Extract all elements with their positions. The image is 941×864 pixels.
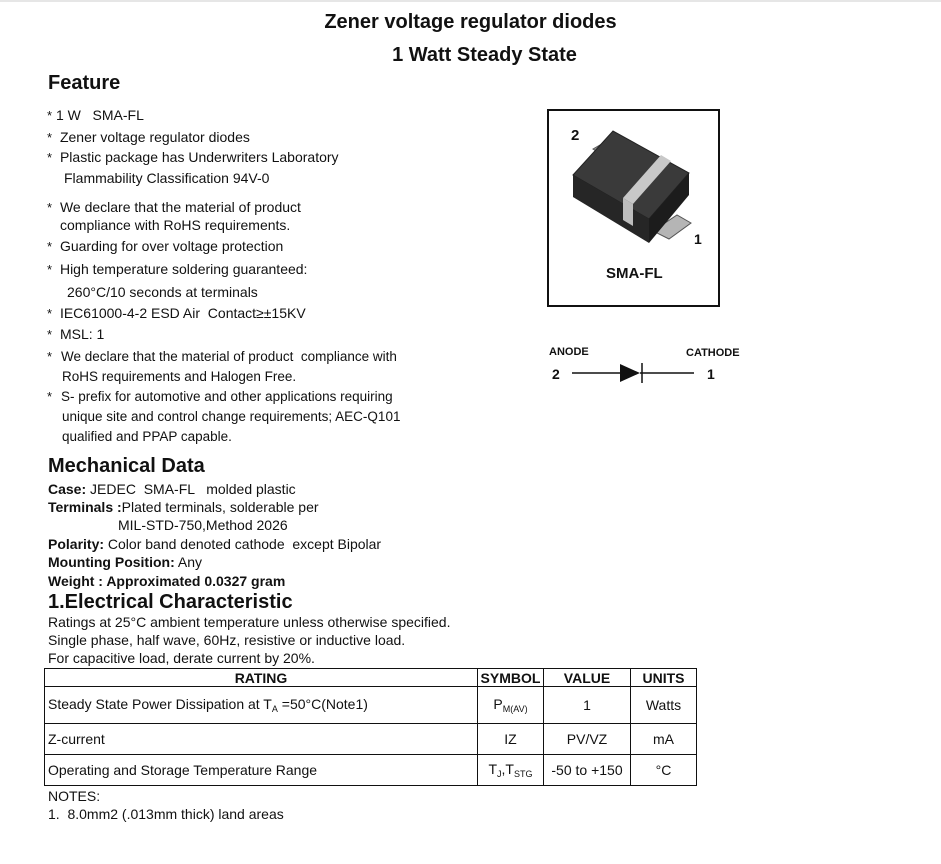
anode-label: ANODE	[549, 346, 589, 358]
top-border	[0, 0, 941, 2]
symbol-cell: $P_{M(AV)}$	[478, 687, 544, 724]
symbol-cell: $T_J,T_{STG}$	[478, 755, 544, 786]
note-item: 1. 8.0mm2 (.013mm thick) land areas	[48, 806, 284, 822]
bullet: *	[47, 306, 53, 321]
table-header-row	[45, 669, 697, 687]
header-units: UNITS	[631, 669, 697, 687]
feature-item: * Guarding for over voltage protection	[47, 238, 284, 254]
feature-item-continued: compliance with RoHS requirements.	[60, 217, 291, 233]
rating-cell: Z-current	[45, 724, 478, 755]
electrical-heading: 1.Electrical Characteristic	[48, 591, 293, 613]
feature-item: * 1 W SMA-FL	[47, 107, 144, 123]
bullet: *	[47, 130, 53, 145]
bullet: *	[47, 150, 53, 165]
table-row	[45, 724, 697, 755]
rating-cell: Steady State Power Dissipation at $T_A$ =50°C(Note1)	[45, 687, 478, 724]
diode-symbol-icon	[570, 358, 700, 388]
package-figure	[547, 109, 720, 307]
package-name: SMA-FL	[606, 265, 663, 282]
feature-item-continued: 260°C/10 seconds at terminals	[67, 284, 258, 300]
bullet: *	[47, 349, 53, 364]
feature-item-continued: Flammability Classification 94V-0	[64, 170, 270, 186]
header-rating: RATING	[45, 669, 478, 687]
cathode-label: CATHODE	[686, 347, 740, 359]
feature-item: * We declare that the material of product	[47, 199, 301, 215]
units-cell: mA	[631, 724, 697, 755]
header-symbol: SYMBOL	[478, 669, 544, 687]
symbol-cell: IZ	[478, 724, 544, 755]
feature-item: * Zener voltage regulator diodes	[47, 129, 250, 145]
feature-item: * S- prefix for automotive and other applications requiring	[47, 389, 393, 404]
feature-item: * High temperature soldering guaranteed:	[47, 261, 308, 277]
feature-item-continued: unique site and control change requirements; AEC-Q101	[62, 409, 401, 424]
mech-polarity: Polarity: Color band denoted cathode except Bipolar	[48, 536, 382, 552]
feature-item: * We declare that the material of product compliance with	[47, 349, 397, 364]
document-subtitle: 1 Watt Steady State	[392, 44, 577, 66]
document-title: Zener voltage regulator diodes	[324, 11, 617, 33]
anode-pin: 2	[552, 366, 560, 382]
pin-label-2: 2	[571, 127, 580, 144]
table-row	[45, 687, 697, 724]
mech-terminals: Terminals :Plated terminals, solderable per	[48, 499, 319, 515]
mech-terminals-continued: MIL-STD-750,Method 2026	[118, 517, 288, 533]
rating-cell: Operating and Storage Temperature Range	[45, 755, 478, 786]
notes-heading: NOTES:	[48, 788, 101, 804]
feature-item: * MSL: 1	[47, 326, 105, 342]
feature-item-continued: RoHS requirements and Halogen Free.	[62, 369, 297, 384]
cathode-pin: 1	[707, 366, 715, 382]
mechanical-heading: Mechanical Data	[48, 455, 205, 477]
electrical-note: For capacitive load, derate current by 20%.	[48, 650, 315, 666]
mech-case: Case: JEDEC SMA-FL molded plastic	[48, 481, 296, 497]
pin-label-1: 1	[694, 231, 702, 247]
header-value: VALUE	[544, 669, 631, 687]
electrical-note: Ratings at 25°C ambient temperature unless otherwise specified.	[48, 614, 451, 630]
bullet: *	[47, 108, 53, 123]
units-cell: Watts	[631, 687, 697, 724]
feature-item-continued: qualified and PPAP capable.	[62, 429, 232, 444]
bullet: *	[47, 262, 53, 277]
electrical-note: Single phase, half wave, 60Hz, resistive or inductive load.	[48, 632, 406, 648]
table-row	[45, 755, 697, 786]
mech-weight: Weight : Approximated 0.0327 gram	[48, 573, 286, 589]
bullet: *	[47, 200, 53, 215]
feature-item: * IEC61000-4-2 ESD Air Contact≥±15KV	[47, 305, 306, 321]
bullet: *	[47, 239, 53, 254]
value-cell: -50 to +150	[544, 755, 631, 786]
units-cell: °C	[631, 755, 697, 786]
feature-item: * Plastic package has Underwriters Laboratory	[47, 149, 339, 165]
value-cell: PV/VZ	[544, 724, 631, 755]
bullet: *	[47, 327, 53, 342]
feature-heading: Feature	[48, 72, 121, 94]
ratings-table	[44, 668, 697, 786]
value-cell: 1	[544, 687, 631, 724]
mech-mounting: Mounting Position: Any	[48, 554, 202, 570]
bullet: *	[47, 389, 53, 404]
